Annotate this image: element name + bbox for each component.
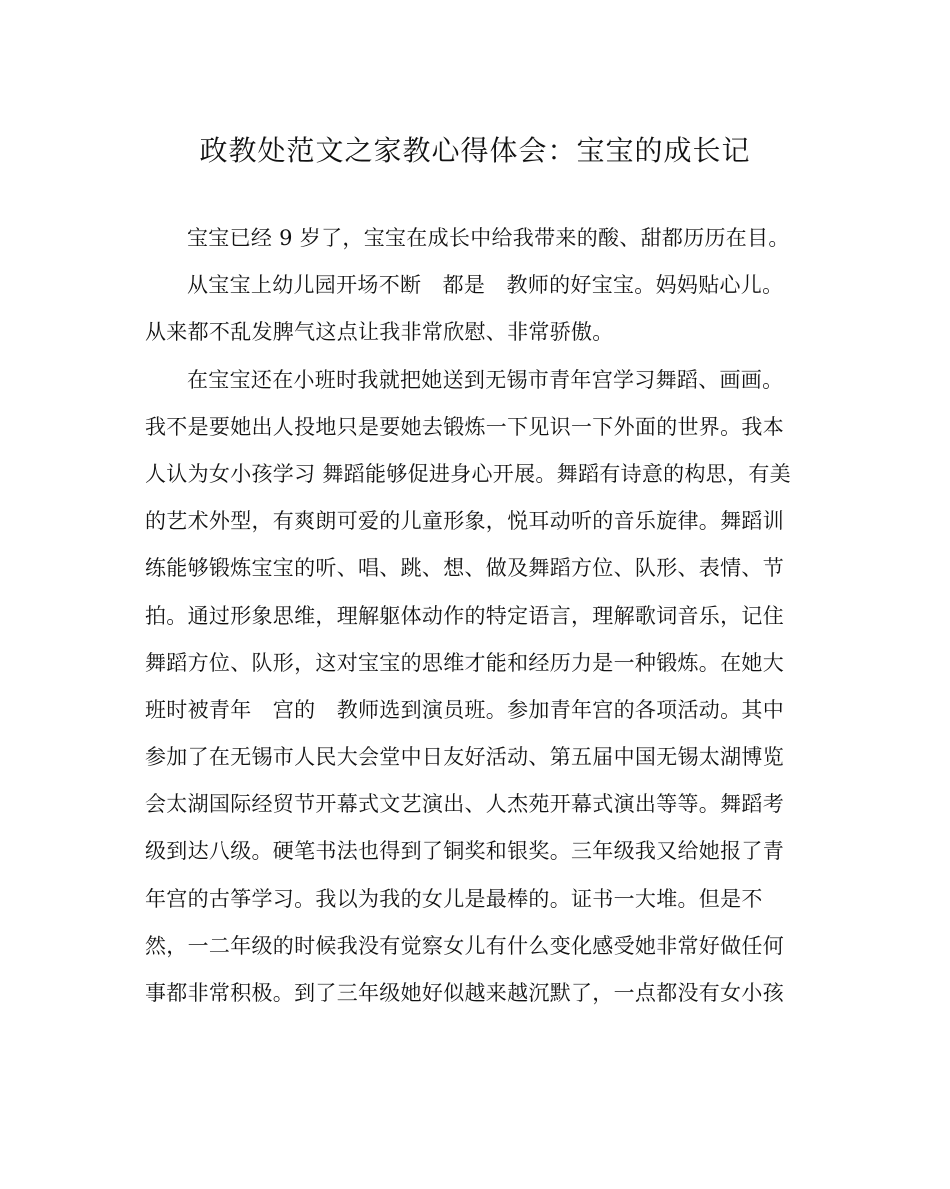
document-body [145,215,825,1017]
paragraph-line: 我不是要她出人投地只是要她去锻炼一下见识一下外面的世界。我本 [145,414,784,439]
paragraph-line: 事都非常积极。到了三年级她好似越来越沉默了，一点都没有女小孩 [145,981,784,1005]
paragraph-line: 舞蹈方位、队形，这对宝宝的思维才能和经历力是一种锻炼。在她大 [145,650,784,675]
paragraph-line: 然，一二年级的时候我没有觉察女儿有什么变化感受她非常好做任何 [145,933,784,958]
paragraph-line: 年宫的古筝学习。我以为我的女儿是最棒的。证书一大堆。但是不 [145,886,763,911]
paragraph-line: 班时被青年 宫的 教师选到演员班。参加青年宫的各项活动。其中 [145,697,784,722]
paragraph-line: 练能够锻炼宝宝的听、唱、跳、想、做及舞蹈方位、队形、表情、节 [145,556,784,581]
paragraph-line: 会太湖国际经贸节开幕式文艺演出、人杰苑开幕式演出等等。舞蹈考 [145,792,784,817]
paragraph-line: 级到达八级。硬笔书法也得到了铜奖和银奖。三年级我又给她报了青 [145,839,784,864]
paragraph-line: 的艺术外型，有爽朗可爱的儿童形象，悦耳动听的音乐旋律。舞蹈训 [145,509,784,534]
paragraph-line: 人认为女小孩学习 舞蹈能够促进身心开展。舞蹈有诗意的构思，有美 [145,461,791,486]
paragraph-line: 宝宝已经 9 岁了，宝宝在成长中给我带来的酸、甜都历历在目。 [187,226,790,250]
document-title: 政教处范文之家教心得体会：宝宝的成长记 [199,134,751,167]
paragraph-line: 参加了在无锡市人民大会堂中日友好活动、第五届中国无锡太湖博览 [145,745,784,770]
paragraph-line: 从来都不乱发脾气这点让我非常欣慰、非常骄傲。 [145,320,614,345]
paragraph-line: 拍。通过形象思维，理解躯体动作的特定语言，理解歌词音乐，记住 [145,603,784,628]
paragraph-line: 从宝宝上幼儿园开场不断 都是 教师的好宝宝。妈妈贴心儿。 [187,273,784,298]
paragraph-line: 在宝宝还在小班时我就把她送到无锡市青年宫学习舞蹈、画画。 [187,367,784,392]
